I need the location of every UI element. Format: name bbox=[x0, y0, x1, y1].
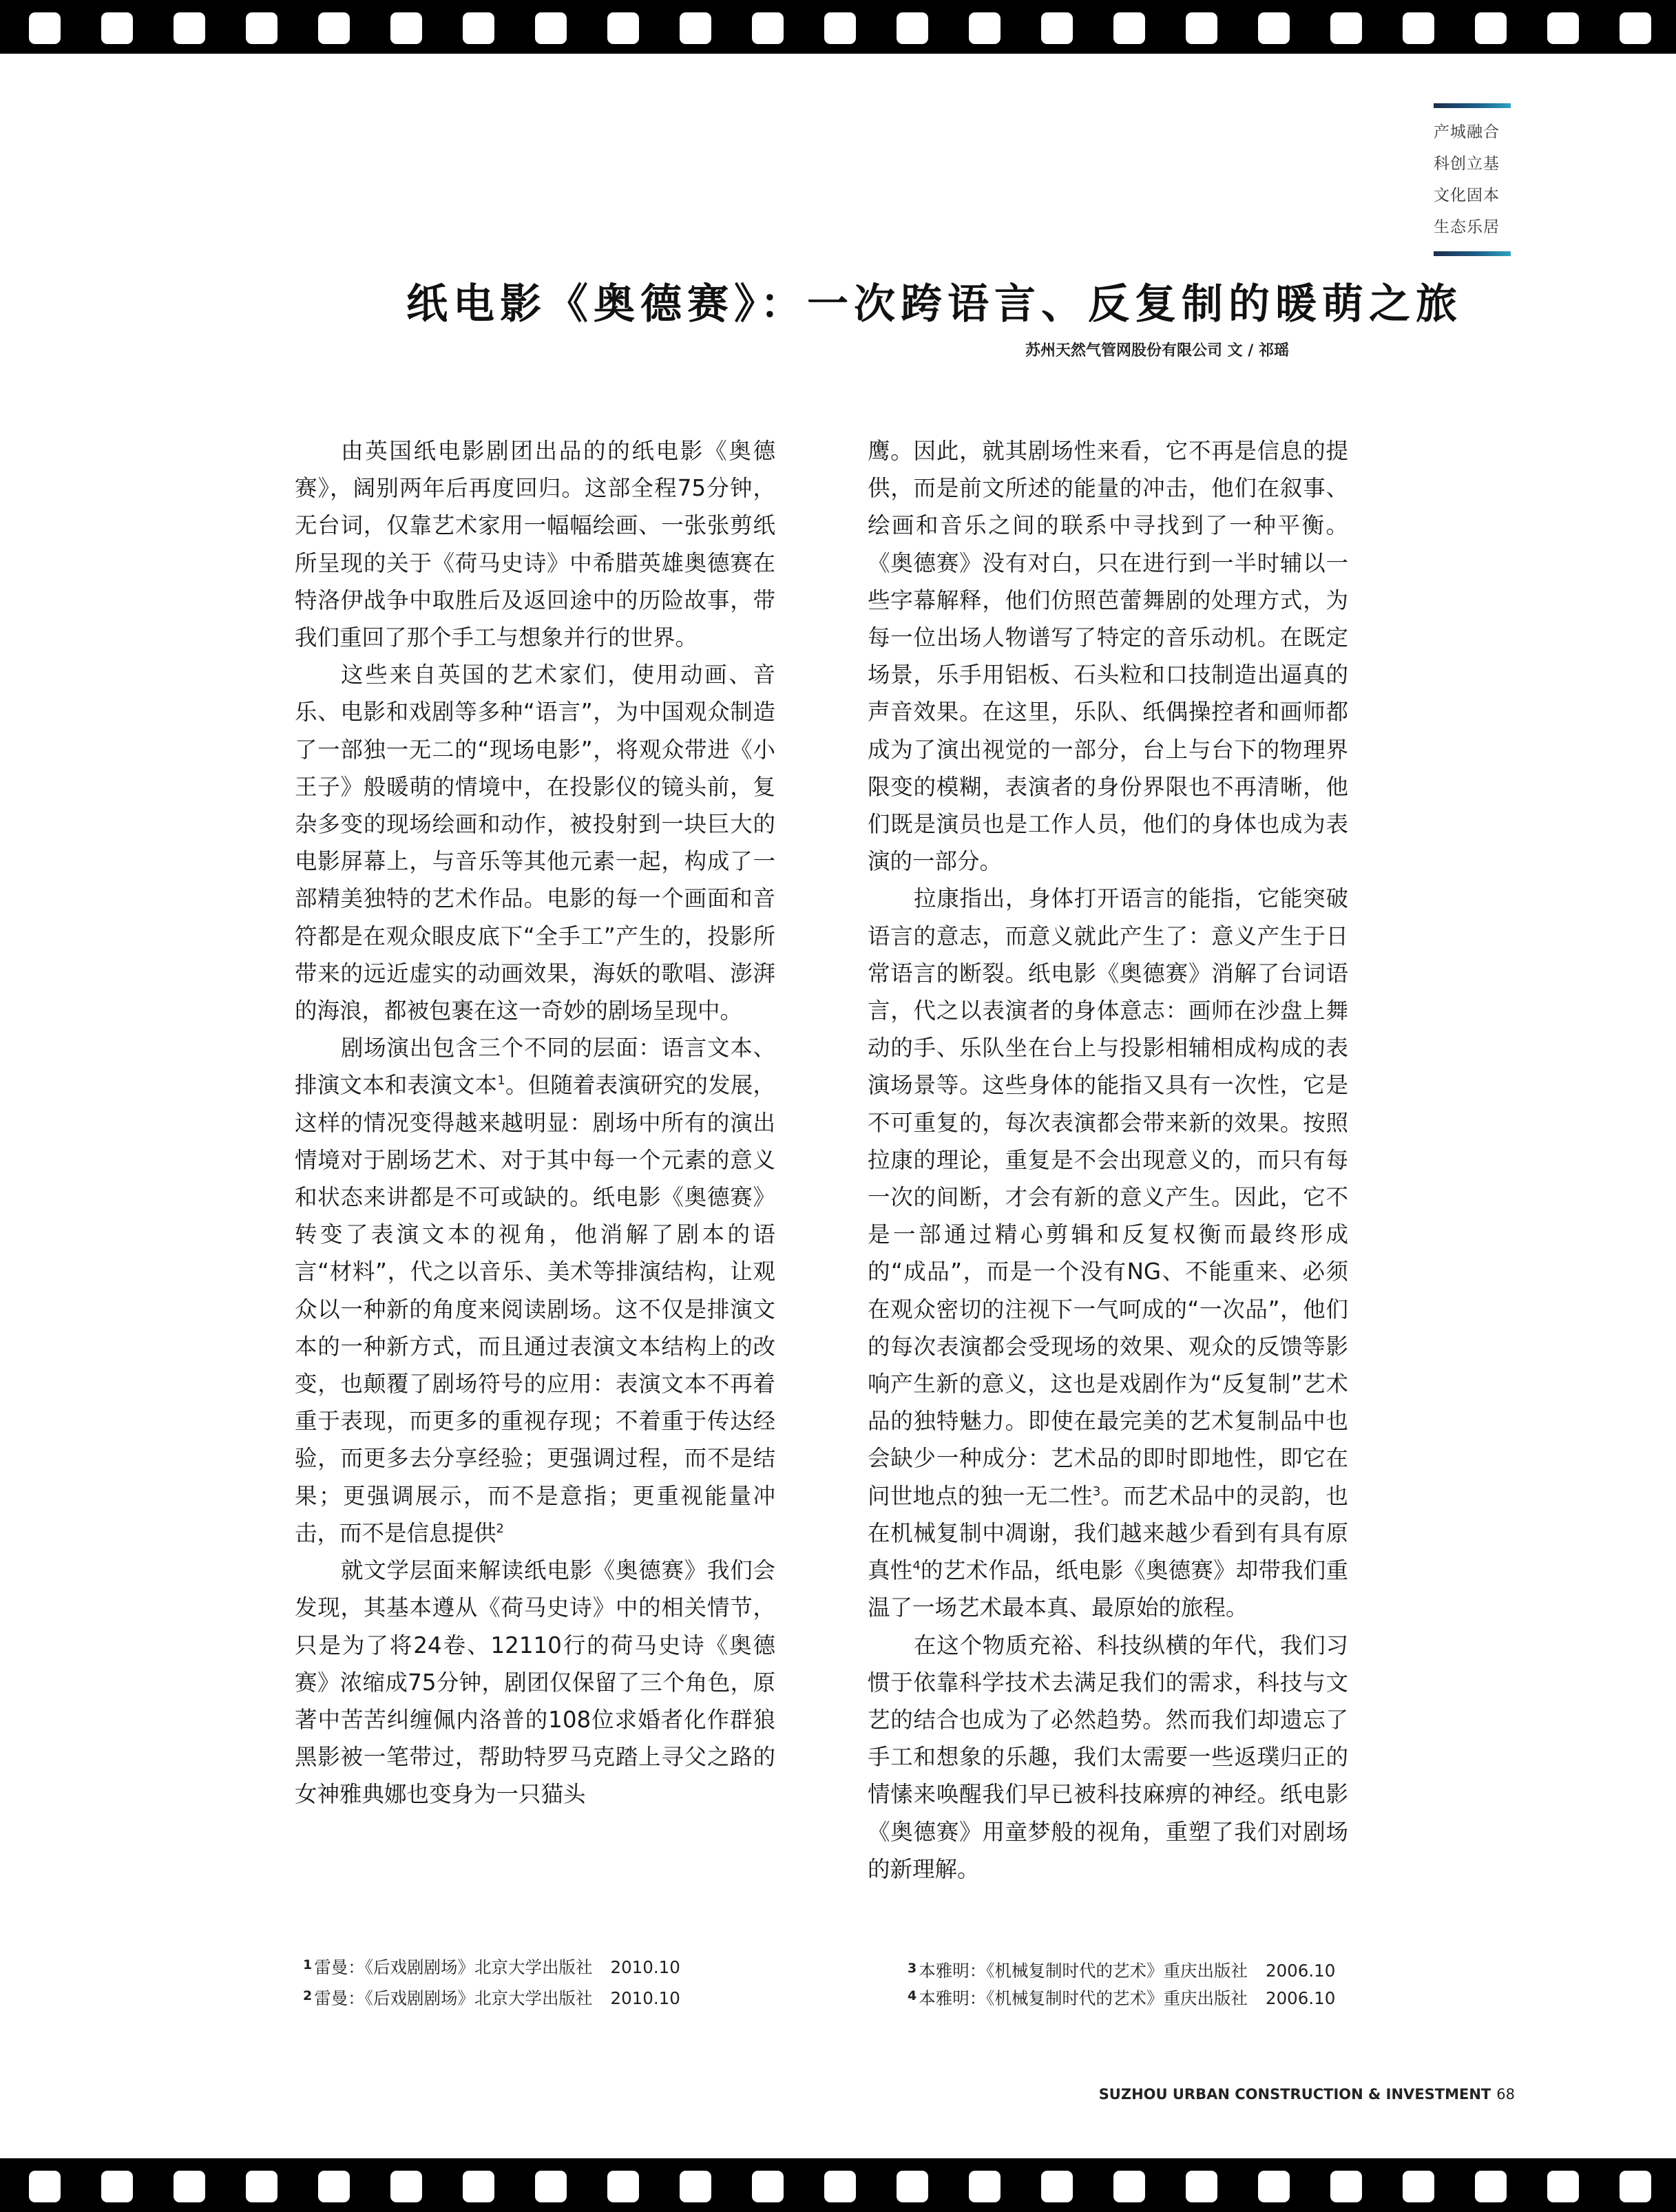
paragraph: 由英国纸电影剧团出品的的纸电影《奥德赛》，阔别两年后再度回归。这部全程75分钟，无台词，仅靠艺术家用一幅幅绘画、一张张剪纸所呈现的关于《荷马史诗》中希腊英雄奥德赛在特洛伊战争中取胜后及返回途中的历险故事，带我们重回了那个手工与想象并行的世界。 bbox=[295, 438, 775, 651]
paragraph-text: 拉康指出，身体打开语言的能指，它能突破语言的意志，而意义就此产生了：意义产生于日常语言的断裂。纸电影《奥德赛》消解了台词语言，代之以表演者的身体意志：画师在沙盘上舞动的手、乐队坐在台上与投影相辅相成构成的表演场景等。这些身体的能指又具有一次性，它是不可重复的，每次表演都会带来新的效果。按照拉康的理论，重复是不会出现意义的，而只有每一次的间断，才会有新的意义产生。因此，它不是一部通过精心剪辑和反复权衡而最终形成的“成品”，而是一个没有NG、不能重来、必须在观众密切的注视下一气呵成的“一次品”，他们的每次表演都会受现场的效果、观众的反馈等影响产生新的意义，这也是戏剧作为“反复制”艺术品的独特魅力。即使在最完美的艺术复制品中也会缺少一种成分：艺术品的即时即地性，即它在问世地点的独一无二性 bbox=[868, 885, 1348, 1509]
footnote-year: 2006.10 bbox=[1265, 1961, 1336, 1981]
film-sprocket-hole bbox=[897, 12, 928, 44]
film-sprocket-hole bbox=[101, 2171, 133, 2202]
film-sprocket-hole bbox=[246, 2171, 277, 2202]
film-sprocket-hole bbox=[463, 2171, 494, 2202]
nav-item-culture[interactable]: 文化固本 bbox=[1434, 187, 1500, 204]
film-sprocket-hole bbox=[390, 12, 422, 44]
film-sprocket-hole bbox=[752, 12, 784, 44]
footnote-year: 2010.10 bbox=[610, 1957, 680, 1977]
paragraph: 这些来自英国的艺术家们，使用动画、音乐、电影和戏剧等多种“语言”，为中国观众制造了一部独一无二的“现场电影”，将观众带进《小王子》般暖萌的情境中，在投影仪的镜头前，复杂多变的现场绘画和动作，被投射到一块巨大的电影屏幕上，与音乐等其他元素一起，构成了一部精美独特的艺术作品。电影的每一个画面和音符都是在观众眼皮底下“全手工”产生的，投影所带来的远近虚实的动画效果，海妖的歌唱、澎湃的海浪，都被包裹在这一奇妙的剧场呈现中。 bbox=[295, 662, 775, 1024]
film-sprocket-hole bbox=[824, 12, 856, 44]
article-byline: 苏州天然气管网股份有限公司 文 / 祁瑶 bbox=[1025, 342, 1289, 359]
film-sprocket-hole bbox=[1330, 12, 1362, 44]
paragraph bbox=[295, 1029, 775, 1552]
footnote-ref[interactable]: 3 bbox=[1092, 1484, 1101, 1499]
film-sprocket-hole bbox=[29, 12, 61, 44]
film-sprocket-hole bbox=[1475, 2171, 1507, 2202]
footnote-text: 雷曼：《后戏剧剧场》北京大学出版社 bbox=[314, 1957, 593, 1977]
film-sprocket-hole bbox=[29, 2171, 61, 2202]
film-sprocket-hole bbox=[1258, 12, 1290, 44]
film-sprocket-hole bbox=[680, 2171, 711, 2202]
film-sprocket-hole bbox=[969, 12, 1001, 44]
footnote-text: 雷曼：《后戏剧剧场》北京大学出版社 bbox=[314, 1988, 593, 2008]
film-sprocket-hole bbox=[390, 2171, 422, 2202]
film-sprocket-hole bbox=[1547, 12, 1579, 44]
film-sprocket-hole bbox=[1475, 12, 1507, 44]
article-title: 纸电影《奥德赛》：一次跨语言、反复制的暖萌之旅 bbox=[406, 280, 1463, 328]
film-sprocket-hole bbox=[1113, 2171, 1145, 2202]
film-sprocket-hole bbox=[969, 2171, 1001, 2202]
footnote-text: 本雅明：《机械复制时代的艺术》重庆出版社 bbox=[919, 1961, 1248, 1981]
film-sprocket-hole bbox=[1620, 12, 1651, 44]
film-sprocket-hole bbox=[318, 2171, 350, 2202]
film-sprocket-hole bbox=[1330, 2171, 1362, 2202]
paragraph: 就文学层面来解读纸电影《奥德赛》我们会发现，其基本遵从《荷马史诗》中的相关情节，只是为了将24卷、12110行的荷马史诗《奥德赛》浓缩成75分钟，剧团仅保留了三个角色，原著中苦苦纠缠佩内洛普的108位求婚者化作群狼黑影被一笔带过，帮助特罗马克踏上寻父之路的女神雅典娜也变身为一只猫头 bbox=[295, 1557, 775, 1808]
body-column-left bbox=[295, 432, 775, 1813]
film-sprocket-hole bbox=[463, 12, 494, 44]
footnote-year: 2006.10 bbox=[1265, 1988, 1336, 2008]
footnote-ref[interactable]: 2 bbox=[496, 1521, 504, 1537]
footnote-ref[interactable]: 1 bbox=[497, 1073, 505, 1088]
film-sprocket-hole bbox=[246, 12, 277, 44]
paragraph bbox=[868, 880, 1348, 1626]
footnote-number: 4 bbox=[908, 1988, 917, 2003]
film-sprocket-hole bbox=[101, 12, 133, 44]
page-number: 68 bbox=[1496, 2086, 1515, 2103]
body-column-right bbox=[868, 432, 1348, 1888]
page-footer bbox=[1033, 2086, 1515, 2103]
film-sprocket-hole bbox=[897, 2171, 928, 2202]
film-sprocket-hole bbox=[680, 12, 711, 44]
film-sprocket-hole bbox=[607, 12, 639, 44]
footnote bbox=[303, 1981, 680, 2014]
film-sprocket-hole bbox=[1620, 2171, 1651, 2202]
film-strip-bottom bbox=[0, 2158, 1676, 2212]
film-sprocket-hole bbox=[824, 2171, 856, 2202]
footnote-number: 1 bbox=[303, 1957, 313, 1972]
publication-name: SUZHOU URBAN CONSTRUCTION & INVESTMENT bbox=[1098, 2086, 1491, 2103]
film-strip-top bbox=[0, 0, 1676, 54]
paragraph-text: 。而艺术品中的灵韵，也在机械复制中凋谢，我们越来越少看到有具有原真性 bbox=[868, 1482, 1348, 1584]
paragraph: 在这个物质充裕、科技纵横的年代，我们习惯于依靠科学技术去满足我们的需求，科技与文艺的结合也成为了必然趋势。然而我们却遗忘了手工和想象的乐趣，我们太需要一些返璞归正的情愫来唤醒我们早已被科技麻痹的神经。纸电影《奥德赛》用童梦般的视角，重塑了我们对剧场的新理解。 bbox=[868, 1632, 1348, 1882]
nav-item-industry-city[interactable]: 产城融合 bbox=[1434, 123, 1500, 141]
film-sprocket-hole bbox=[174, 12, 205, 44]
footnote-ref[interactable]: 4 bbox=[912, 1559, 921, 1574]
paragraph-text: 。但随着表演研究的发展，这样的情况变得越来越明显：剧场中所有的演出情境对于剧场艺术、对于其中每一个元素的意义和状态来讲都是不可或缺的。纸电影《奥德赛》转变了表演文本的视角，他消解了剧本的语言“材料”，代之以音乐、美术等排演结构，让观众以一种新的角度来阅读剧场。这不仅是排演文本的一种新方式，而且通过表演文本结构上的改变，也颠覆了剧场符号的应用：表演文本不再着重于表现，而更多的重视存现；不着重于传达经验，而更多去分享经验；更强调过程，而不是结果；更强调展示，而不是意指；更重视能量冲击，而不是信息提供 bbox=[295, 1072, 775, 1546]
film-sprocket-hole bbox=[1186, 2171, 1217, 2202]
film-sprocket-hole bbox=[607, 2171, 639, 2202]
footnote bbox=[303, 1950, 680, 1983]
film-sprocket-hole bbox=[318, 12, 350, 44]
film-sprocket-hole bbox=[1403, 2171, 1434, 2202]
film-sprocket-hole bbox=[174, 2171, 205, 2202]
film-sprocket-hole bbox=[1547, 2171, 1579, 2202]
film-sprocket-hole bbox=[1403, 12, 1434, 44]
paragraph: 鹰。因此，就其剧场性来看，它不再是信息的提供，而是前文所述的能量的冲击，他们在叙事、绘画和音乐之间的联系中寻找到了一种平衡。《奥德赛》没有对白，只在进行到一半时辅以一些字幕解释，他们仿照芭蕾舞剧的处理方式，为每一位出场人物谱写了特定的音乐动机。在既定场景，乐手用铝板、石头粒和口技制造出逼真的声音效果。在这里，乐队、纸偶操控者和画师都成为了演出视觉的一部分，台上与台下的物理界限变的模糊，表演者的身份界限也不再清晰，他们既是演员也是工作人员，他们的身体也成为表演的一部分。 bbox=[868, 438, 1348, 875]
footnote-number: 3 bbox=[908, 1961, 917, 1976]
film-sprocket-hole bbox=[1186, 12, 1217, 44]
paragraph-text: 剧场演出包含三个不同的层面：语言文本、排演文本和表演文本 bbox=[295, 1035, 775, 1099]
film-sprocket-hole bbox=[1041, 12, 1073, 44]
film-sprocket-hole bbox=[1041, 2171, 1073, 2202]
paragraph-text: 的艺术作品，纸电影《奥德赛》却带我们重温了一场艺术最本真、最原始的旅程。 bbox=[868, 1557, 1348, 1621]
footnote bbox=[908, 1981, 1335, 2014]
nav-item-tech-innovation[interactable]: 科创立基 bbox=[1434, 155, 1500, 173]
film-sprocket-hole bbox=[752, 2171, 784, 2202]
footnote-number: 2 bbox=[303, 1988, 313, 2003]
nav-item-ecology[interactable]: 生态乐居 bbox=[1434, 218, 1500, 236]
nav-accent-bar bbox=[1434, 103, 1511, 108]
film-sprocket-hole bbox=[1258, 2171, 1290, 2202]
footnote-year: 2010.10 bbox=[610, 1988, 680, 2008]
film-sprocket-hole bbox=[535, 2171, 567, 2202]
footnote-text: 本雅明：《机械复制时代的艺术》重庆出版社 bbox=[919, 1988, 1248, 2008]
section-nav bbox=[1434, 103, 1511, 256]
nav-accent-bar bbox=[1434, 251, 1511, 256]
film-sprocket-hole bbox=[1113, 12, 1145, 44]
film-sprocket-hole bbox=[535, 12, 567, 44]
